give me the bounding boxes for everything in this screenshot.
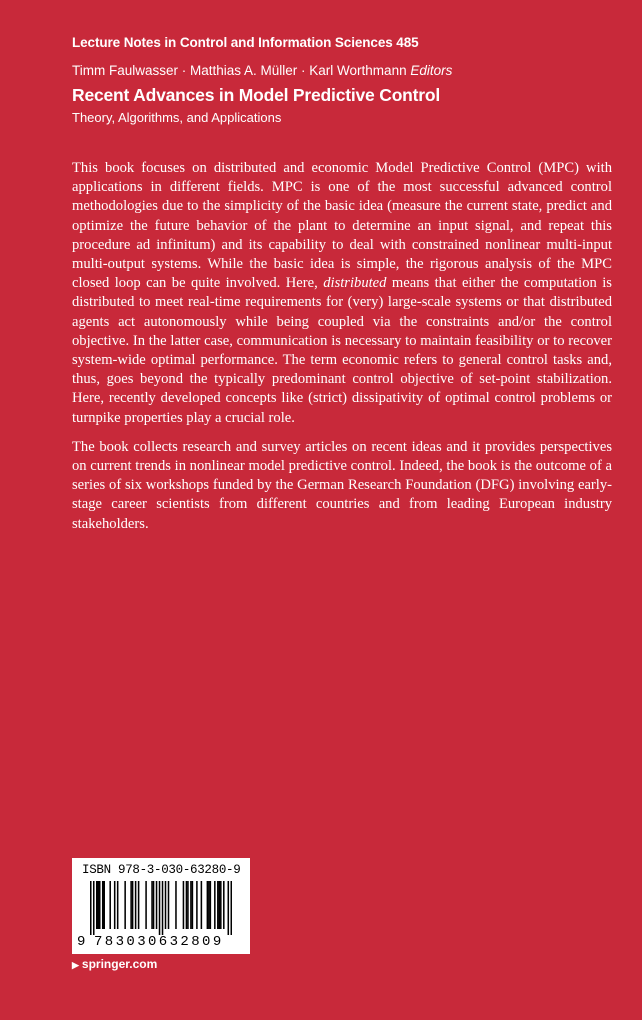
barcode-bar bbox=[165, 881, 167, 929]
editors-line bbox=[72, 63, 452, 78]
barcode-bar bbox=[156, 881, 158, 929]
barcode-bar bbox=[192, 881, 194, 929]
barcode-bars bbox=[90, 881, 232, 935]
barcode-bar bbox=[96, 881, 98, 929]
barcode-bar bbox=[135, 881, 137, 929]
barcode-bar bbox=[145, 881, 147, 929]
barcode-bar bbox=[220, 881, 222, 929]
barcode-bar bbox=[183, 881, 185, 929]
barcode-bar bbox=[187, 881, 189, 929]
barcode-bar bbox=[153, 881, 155, 929]
barcode-bar bbox=[219, 881, 221, 929]
publisher-link[interactable] bbox=[72, 957, 157, 971]
barcode-bar bbox=[228, 881, 230, 935]
triangle-right-icon: ▶ bbox=[72, 960, 79, 970]
barcode-bar bbox=[168, 881, 170, 929]
barcode-bar bbox=[132, 881, 134, 929]
barcode-bar bbox=[207, 881, 209, 929]
barcode-bar bbox=[201, 881, 203, 929]
barcode-bar bbox=[90, 881, 92, 935]
barcode-bar bbox=[214, 881, 216, 929]
barcode-bar bbox=[124, 881, 126, 929]
barcode-box bbox=[72, 858, 250, 954]
barcode-bar bbox=[175, 881, 177, 929]
blurb-paragraph-1 bbox=[72, 159, 612, 428]
barcode-bar bbox=[138, 881, 140, 929]
barcode-bar bbox=[196, 881, 198, 929]
barcode-bar bbox=[208, 881, 210, 929]
barcode-bar bbox=[117, 881, 119, 929]
barcode-bar bbox=[93, 881, 95, 935]
barcode-bar bbox=[217, 881, 219, 929]
series-line: Lecture Notes in Control and Information Sciences 485 bbox=[72, 35, 419, 50]
barcode-bar bbox=[159, 881, 161, 935]
editor-names: Timm Faulwasser · Matthias A. Müller · Karl Worthmann bbox=[72, 63, 407, 78]
barcode-bar bbox=[97, 881, 99, 929]
barcode-bar bbox=[223, 881, 225, 929]
ean-first-digit: 9 bbox=[77, 934, 86, 950]
publisher-url: springer.com bbox=[81, 957, 158, 971]
barcode-bar bbox=[151, 881, 153, 929]
barcode-bar bbox=[103, 881, 105, 929]
barcode-bar bbox=[162, 881, 164, 935]
ean-digits: 783030632809 bbox=[94, 934, 224, 950]
book-title: Recent Advances in Model Predictive Control bbox=[72, 85, 441, 105]
barcode-bar bbox=[102, 881, 104, 929]
barcode-bar bbox=[190, 881, 192, 929]
isbn-label: ISBN 978-3-030-63280-9 bbox=[82, 863, 241, 877]
blurb-p1-part-a: This book focuses on distributed and economic Model Predictive Control (MPC) with applications in different fields. MPC is one of the most successful advanced control methodologies due to the simplicity of the basic idea (measure the current state, predict and optimize the future behavior of the plant to determine an input signal, and repeat this procedure ad infinitum) and its capability to deal with constrained nonlinear multi-input multi-output systems. While the basic idea is simple, the rigorous analysis of the MPC closed loop can be quite involved. Here, bbox=[72, 160, 612, 292]
barcode-bar bbox=[99, 881, 101, 929]
blurb-p1-emphasis: distributed bbox=[323, 275, 387, 292]
barcode-bar bbox=[114, 881, 116, 929]
barcode-bar bbox=[210, 881, 212, 929]
book-subtitle: Theory, Algorithms, and Applications bbox=[72, 110, 282, 125]
barcode-bar bbox=[186, 881, 188, 929]
barcode-bar bbox=[109, 881, 111, 929]
barcode-bar bbox=[231, 881, 232, 935]
editors-role: Editors bbox=[410, 63, 453, 78]
blurb-p1-part-b: means that either the computation is distributed to meet real-time requirements for (very) large-scale systems or that distributed agents act autonomously while being coupled via the constraints and/or the control objective. In the latter case, communication is necessary to maintain feasibility or to recover system-wide optimal performance. The term economic refers to general control tasks and, thus, goes beyond the typically predominant control objective of set-point stabilization. Here, recently developed concepts like (strict) dissipativity of optimal control problems or turnpike properties play a crucial role. bbox=[72, 275, 612, 426]
blurb-paragraph-2: The book collects research and survey articles on recent ideas and it provides perspectives on current trends in nonlinear model predictive control. Indeed, the book is the outcome of a series of six workshops funded by the German Research Foundation (DFG) involving early-stage career scientists from different countries and from leading European industry stakeholders. bbox=[72, 438, 612, 532]
blurb bbox=[72, 159, 612, 544]
barcode-bar bbox=[130, 881, 132, 929]
